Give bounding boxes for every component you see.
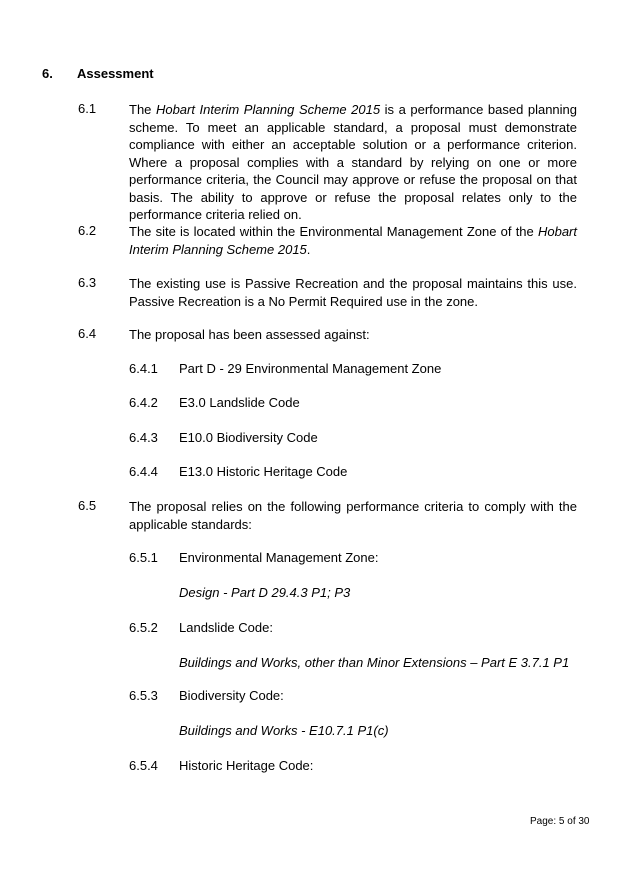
scheme-name-italic: Hobart Interim Planning Scheme 2015 xyxy=(129,224,577,257)
sub-number-6-5-1: 6.5.1 xyxy=(129,550,158,565)
para-6-1-pre: The xyxy=(129,102,156,117)
sub-number-6-4-2: 6.4.2 xyxy=(129,395,158,410)
scheme-name-italic: Hobart Interim Planning Scheme 2015 xyxy=(155,102,381,117)
para-6-1-post: is a performance based planning scheme. To meet an applicable standard, a proposal must demonstrate compliance with either an acceptable solution or a performance criterion. Where a proposal complies with a standard by relying on one or more performance criteria, the Council may approve or refuse the proposal on that basis. The ability to approve or refuse the proposal relates only to the performance criteria relied on. xyxy=(129,102,578,222)
sub-number-6-4-4: 6.4.4 xyxy=(129,464,158,479)
para-number-6-1: 6.1 xyxy=(78,101,97,116)
page-number: Page: 5 of 30 xyxy=(530,816,590,827)
para-6-2 xyxy=(129,223,577,258)
section-number: 6. xyxy=(42,66,53,81)
para-6-2-pre: The site is located within the Environmental Management Zone of the xyxy=(129,224,538,239)
para-number-6-5: 6.5 xyxy=(78,498,97,513)
sub-item-6-5-4: Historic Heritage Code: xyxy=(179,758,314,773)
para-6-4: The proposal has been assessed against: xyxy=(129,327,370,342)
criteria-6-5-3: Buildings and Works - E10.7.1 P1(c) xyxy=(179,723,389,738)
sub-item-6-4-1: Part D - 29 Environmental Management Zone xyxy=(179,361,442,376)
sub-number-6-5-2: 6.5.2 xyxy=(129,620,158,635)
sub-item-6-4-2: E3.0 Landslide Code xyxy=(179,395,300,410)
para-number-6-4: 6.4 xyxy=(78,326,97,341)
sub-item-6-5-2: Landslide Code: xyxy=(179,620,273,635)
para-6-5: The proposal relies on the following performance criteria to comply with the applicable standards: xyxy=(129,499,577,532)
sub-item-6-4-4: E13.0 Historic Heritage Code xyxy=(179,464,348,479)
para-number-6-3: 6.3 xyxy=(78,275,97,290)
para-6-2-post: . xyxy=(306,241,311,257)
sub-item-6-4-3: E10.0 Biodiversity Code xyxy=(179,430,318,445)
criteria-6-5-2: Buildings and Works, other than Minor Extensions – Part E 3.7.1 P1 xyxy=(179,655,570,670)
sub-number-6-5-3: 6.5.3 xyxy=(129,688,158,703)
sub-number-6-4-1: 6.4.1 xyxy=(129,361,158,376)
sub-item-6-5-1: Environmental Management Zone: xyxy=(179,550,379,565)
sub-number-6-5-4: 6.5.4 xyxy=(129,758,158,773)
sub-number-6-4-3: 6.4.3 xyxy=(129,430,158,445)
criteria-6-5-1: Design - Part D 29.4.3 P1; P3 xyxy=(179,585,351,600)
para-number-6-2: 6.2 xyxy=(78,223,97,238)
para-6-3: The existing use is Passive Recreation and the proposal maintains this use. Passive Recreation is a No Permit Required use in the zone. xyxy=(129,276,577,309)
sub-item-6-5-3: Biodiversity Code: xyxy=(179,688,284,703)
section-title: Assessment xyxy=(77,66,154,81)
para-6-1 xyxy=(129,101,577,224)
